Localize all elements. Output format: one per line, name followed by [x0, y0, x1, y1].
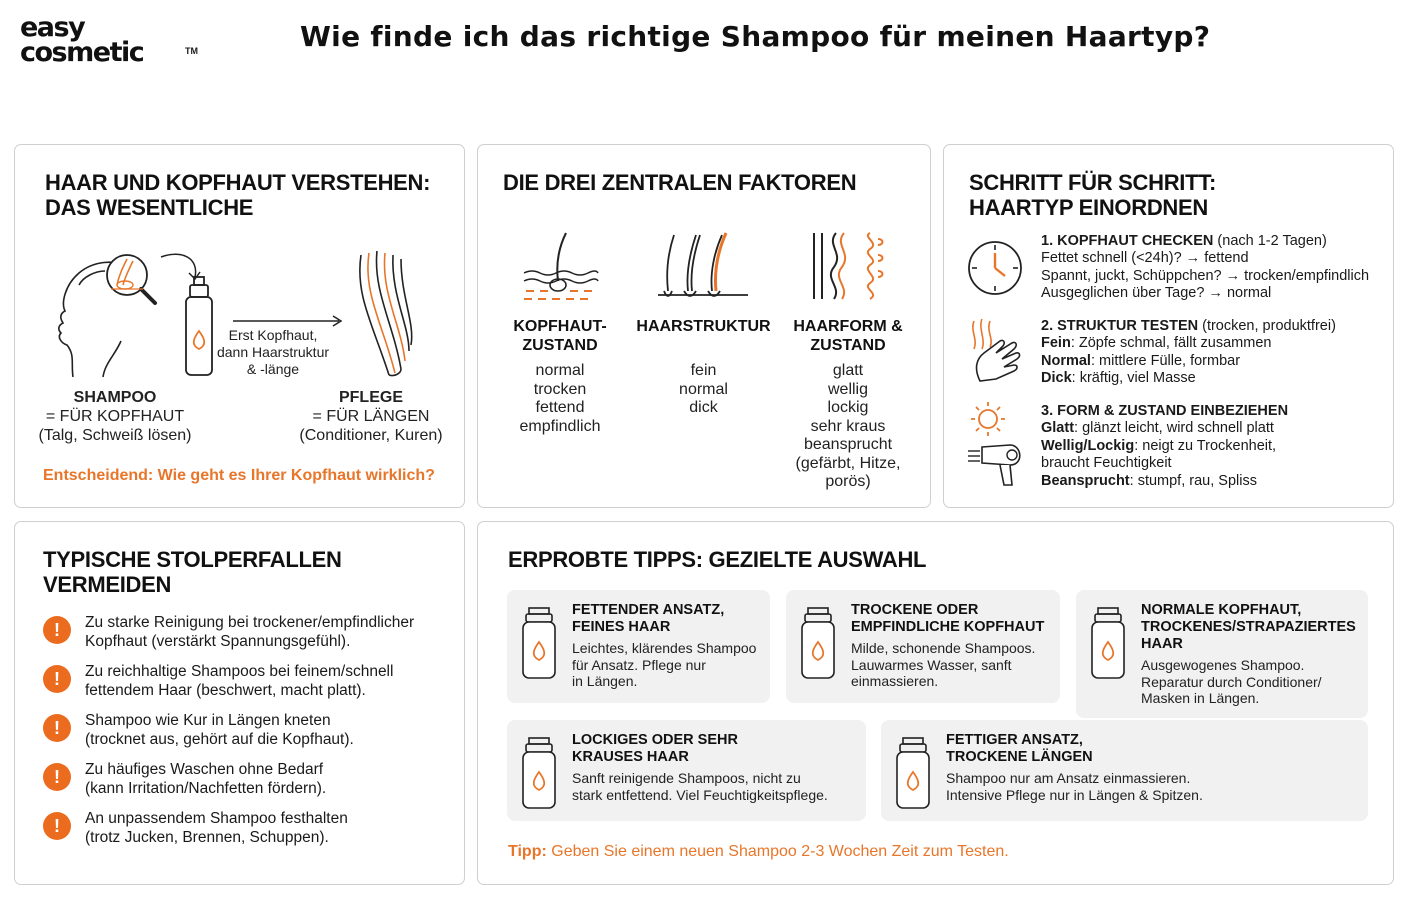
factor-value: fettend [535, 399, 585, 416]
tip-title-line: TROCKENE ODER [851, 602, 979, 618]
factor-value: beansprucht [803, 436, 893, 453]
pitfall-line1: Zu reichhaltige Shampoos bei feinem/schnell [85, 663, 394, 680]
tip-desc-line: Lauwarmes Wasser, sanft [851, 656, 1012, 673]
pitfall-line1: An unpassendem Shampoo festhalten [85, 810, 348, 827]
step2-key1: Fein [1041, 335, 1071, 352]
step2-note: (trocken, produktfrei) [1198, 318, 1336, 334]
factor-kopfhaut [500, 317, 620, 436]
pitfall-line2: (trocknet aus, gehört auf die Kopfhaut). [85, 731, 354, 748]
card4-title-line2: VERMEIDEN [43, 572, 172, 597]
tip-desc-line: Sanft reinigende Shampoos, nicht zu [572, 770, 801, 786]
shampoo-line2: (Talg, Schweiß lösen) [38, 427, 192, 444]
tip-desc-line: Reparatur durch Conditioner/ [1141, 673, 1322, 690]
logo-line1: easy [20, 12, 85, 43]
factor-kopfhaut-values [500, 362, 620, 436]
logo-line2: cosmetic [20, 37, 144, 68]
factor-value: wellig [827, 380, 868, 398]
factor-haarform [783, 317, 913, 492]
tip-desc [946, 770, 1203, 803]
factor-haarstruktur-head [636, 317, 771, 357]
factor-haarform-head [783, 317, 913, 357]
pitfall-line2: (kann Irritation/Nachfetten fördern). [85, 780, 327, 797]
warning-icon: ! [43, 714, 71, 742]
testing-tip-text: Geben Sie einem neuen Shampoo 2-3 Wochen Zeit zum Testen. [546, 843, 1009, 860]
arrow-caption-line3: & -länge [246, 361, 300, 377]
card3-title [969, 170, 1216, 220]
pitfall-item [43, 760, 326, 798]
arrow-caption [211, 327, 335, 378]
tip-desc [572, 770, 828, 803]
step3-val2: : neigt zu Trockenheit, [1134, 437, 1277, 454]
factor-haarform-head1: HAARFORM & [793, 318, 903, 335]
card-tips [477, 521, 1394, 885]
tip-desc-line: für Ansatz. Pflege nur [572, 656, 706, 673]
pitfall-item [43, 809, 348, 847]
hair-structure-icon [656, 229, 751, 304]
factor-haarstruktur [636, 317, 771, 418]
pflege-label [293, 388, 449, 445]
card4-title [43, 547, 342, 597]
step2-head: 2. STRUKTUR TESTEN [1041, 318, 1199, 334]
card1-title [45, 170, 430, 220]
step1-head: 1. KOPFHAUT CHECKEN [1041, 233, 1214, 249]
step2-key3: Dick [1041, 370, 1072, 387]
factor-value: lockig [827, 399, 869, 416]
warning-icon: ! [43, 616, 71, 644]
warning-icon: ! [43, 812, 71, 840]
factor-value: trocken [533, 380, 587, 398]
factor-haarform-values [783, 362, 913, 492]
factor-value: normal [535, 362, 585, 379]
pitfall-line2: fettendem Haar (beschwert, macht platt). [85, 682, 366, 699]
shampoo-line1: = FÜR KOPFHAUT [45, 408, 185, 425]
factor-value: dick [689, 399, 718, 416]
factor-haarstruktur-head1: HAARSTRUKTUR [636, 318, 771, 335]
pflege-heading: PFLEGE [338, 389, 403, 406]
tip-desc-line: einmassieren. [851, 673, 939, 689]
factor-haarstruktur-values [636, 362, 771, 418]
card1-title-line1: HAAR UND KOPFHAUT VERSTEHEN: [45, 170, 431, 195]
tip-title [946, 732, 1093, 766]
step1-note: (nach 1-2 Tagen) [1213, 233, 1327, 249]
pitfall-line2: (trotz Jucken, Brennen, Schuppen). [85, 829, 329, 846]
pitfall-line1: Shampoo wie Kur in Längen kneten [85, 712, 331, 729]
factor-kopfhaut-head2: ZUSTAND [522, 337, 598, 354]
scalp-follicle-icon [520, 229, 600, 304]
card4-title-line1: TYPISCHE STOLPERFALLEN [43, 547, 342, 572]
step1-line2: Spannt, juckt, Schüppchen? → trocken/empfindlich [1041, 267, 1370, 284]
step-2 [1041, 318, 1336, 388]
shampoo-label [37, 388, 193, 445]
clock-icon [966, 239, 1024, 297]
tip-desc-line: stark entfettend. Viel Feuchtigkeitspflege. [572, 786, 828, 803]
step2-val1: : Zöpfe schmal, fällt zusammen [1070, 335, 1272, 352]
page-title: Wie finde ich das richtige Shampoo für meinen Haartyp? [300, 20, 1211, 53]
card-step-by-step [943, 144, 1394, 508]
shampoo-bottle-icon [521, 604, 557, 682]
tip-desc-line: Shampoo nur am Ansatz einmassieren. [946, 770, 1191, 786]
tip-desc-line: in Längen. [572, 673, 638, 689]
factor-value: normal [679, 380, 728, 398]
card-pitfalls [14, 521, 465, 885]
tip-desc-line: Masken in Längen. [1141, 690, 1260, 706]
tip-title [1141, 602, 1356, 653]
tip-card [1076, 590, 1368, 718]
arrow-caption-line2: dann Haarstruktur [216, 344, 330, 360]
tip-title-line: KRAUSES HAAR [572, 749, 689, 765]
logo-trademark: TM [185, 46, 198, 56]
tip-title-line: FETTENDER ANSATZ, [572, 602, 725, 618]
card3-title-line1: SCHRITT FÜR SCHRITT: [969, 170, 1216, 195]
pitfall-item [43, 711, 354, 749]
tip-desc-line: Intensive Pflege nur in Längen & Spitzen. [946, 786, 1203, 803]
magnifier-icon [107, 255, 155, 303]
pitfall-line2: Kopfhaut (verstärkt Spannungsgefühl). [85, 633, 351, 650]
logo [20, 12, 198, 68]
card5-title: ERPROBTE TIPPS: GEZIELTE AUSWAHL [508, 547, 927, 572]
card1-title-line2: DAS WESENTLICHE [45, 195, 254, 220]
shampoo-bottle-icon [1090, 604, 1126, 682]
testing-tip [508, 843, 1009, 861]
arrow-caption-line1: Erst Kopfhaut, [228, 327, 318, 343]
tip-card [507, 590, 770, 703]
tip-desc-line: Ausgewogenes Shampoo. [1141, 657, 1305, 673]
pflege-line1: = FÜR LÄNGEN [312, 408, 430, 425]
tip-card [881, 720, 1368, 821]
tip-desc-line: Milde, schonende Shampoos. [851, 640, 1036, 656]
tip-title [572, 602, 724, 636]
factor-value: fein [690, 362, 717, 379]
factor-haarform-head2: ZUSTAND [810, 337, 886, 354]
tip-title-line: NORMALE KOPFHAUT, [1141, 602, 1302, 618]
tip-title-line: LOCKIGES ODER SEHR [572, 732, 738, 748]
tip-desc [851, 640, 1035, 690]
tip-title-line: TROCKENE LÄNGEN [946, 749, 1093, 765]
step3-key2: Wellig/Lockig [1041, 437, 1135, 454]
step1-line3: Ausgeglichen über Tage? → normal [1041, 285, 1272, 302]
factor-value: (gefärbt, Hitze, [795, 454, 901, 472]
tip-title-line: TROCKENES/STRAPAZIERTES [1141, 619, 1356, 635]
pitfall-line1: Zu starke Reinigung bei trockener/empfindlicher [85, 614, 415, 631]
testing-tip-label: Tipp: [508, 843, 547, 860]
shampoo-bottle-icon [521, 734, 557, 812]
pitfall-line1: Zu häufiges Waschen ohne Bedarf [85, 761, 324, 778]
factor-kopfhaut-head1: KOPFHAUT- [513, 318, 607, 335]
step2-key2: Normal [1041, 352, 1091, 369]
step3-val1: : glänzt leicht, wird schnell platt [1074, 420, 1274, 437]
step3-key1: Glatt [1041, 420, 1075, 437]
card-hair-scalp-basics [14, 144, 465, 508]
step3-key4: Beansprucht [1041, 472, 1130, 489]
tip-desc-line: Leichtes, klärendes Shampoo [572, 640, 757, 656]
tip-card [507, 720, 866, 821]
pitfall-item [43, 613, 414, 651]
factor-value: sehr kraus [810, 417, 886, 435]
tip-title [851, 602, 1044, 636]
warning-icon: ! [43, 665, 71, 693]
hair-strands-icon [360, 251, 412, 376]
step-3 [1041, 403, 1288, 490]
shampoo-bottle-icon [895, 734, 931, 812]
tip-title-line: HAAR [1141, 636, 1183, 652]
factor-kopfhaut-head [500, 317, 620, 357]
step1-line1: Fettet schnell (<24h)? → fettend [1041, 250, 1249, 267]
pflege-line2: (Conditioner, Kuren) [299, 427, 443, 444]
shampoo-bottle-icon [800, 604, 836, 682]
card2-title: DIE DREI ZENTRALEN FAKTOREN [503, 170, 857, 195]
factor-value: empfindlich [519, 417, 601, 435]
decisive-note: Entscheidend: Wie geht es Ihrer Kopfhaut wirklich? [43, 467, 435, 484]
step2-val3: : kräftig, viel Masse [1071, 370, 1196, 387]
warning-icon: ! [43, 763, 71, 791]
step3-line3: braucht Feuchtigkeit [1041, 455, 1172, 472]
factor-value: glatt [832, 362, 864, 379]
hair-form-icon [808, 229, 893, 304]
shampoo-heading: SHAMPOO [73, 389, 157, 406]
tip-desc [572, 640, 756, 690]
step-1 [1041, 233, 1369, 303]
tip-title [572, 732, 738, 766]
card-three-factors [477, 144, 931, 508]
card3-title-line2: HAARTYP EINORDNEN [969, 195, 1208, 220]
step3-head: 3. FORM & ZUSTAND EINBEZIEHEN [1041, 403, 1289, 419]
tip-card [786, 590, 1060, 703]
tip-title-line: EMPFINDLICHE KOPFHAUT [851, 619, 1045, 635]
tip-title-line: FETTIGER ANSATZ, [946, 732, 1083, 748]
sun-and-hairdryer-icon [966, 401, 1030, 491]
pitfall-item [43, 662, 393, 700]
step2-val2: : mittlere Fülle, formbar [1090, 352, 1241, 369]
tip-title-line: FEINES HAAR [572, 619, 671, 635]
factor-value: porös) [825, 473, 871, 490]
hand-touching-hair-icon [966, 317, 1028, 385]
step3-val4: : stumpf, rau, Spliss [1129, 472, 1257, 489]
tip-desc [1141, 657, 1322, 707]
shampoo-bottle-icon [186, 277, 212, 375]
